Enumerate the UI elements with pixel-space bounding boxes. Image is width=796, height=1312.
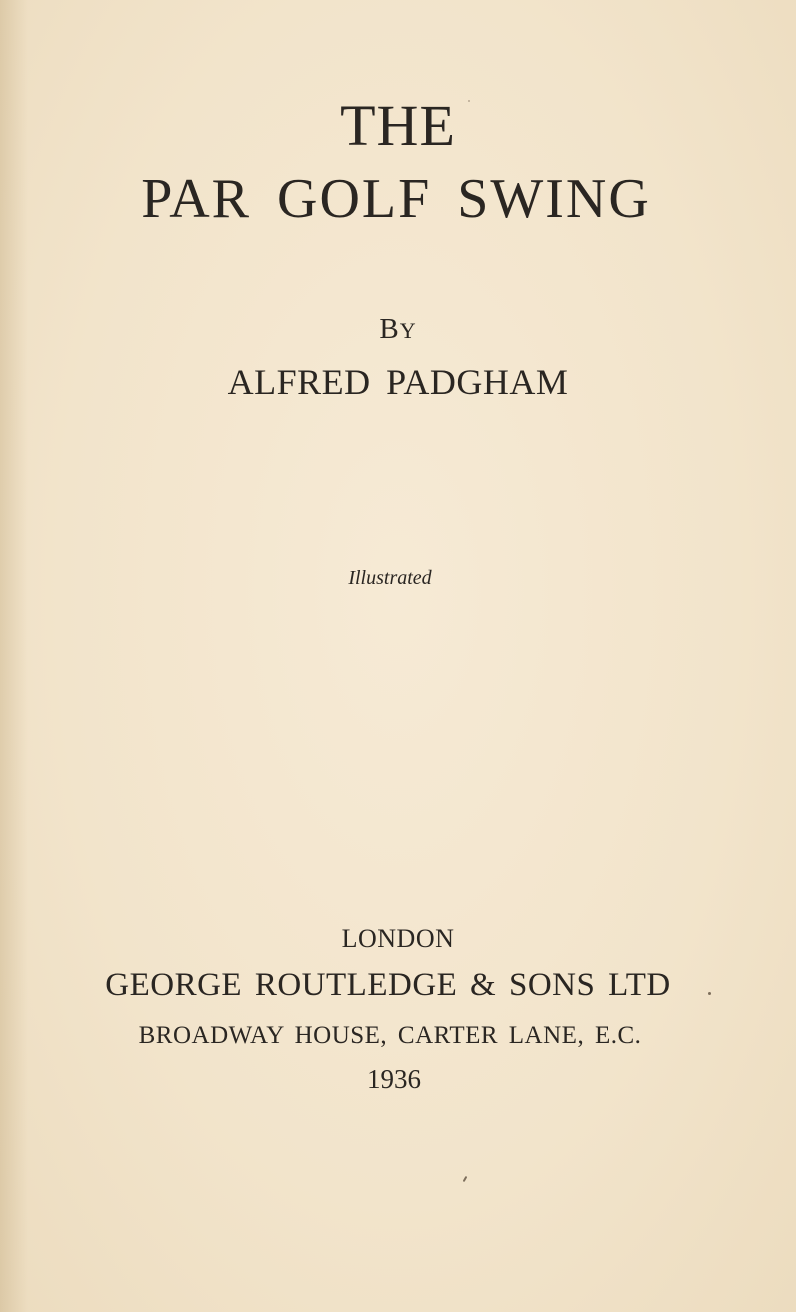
publisher-address: BROADWAY HOUSE, CARTER LANE, E.C. xyxy=(138,1022,642,1049)
paper-speck xyxy=(468,100,470,102)
publisher-name: GEORGE ROUTLEDGE & SONS LTD xyxy=(105,967,671,1003)
illustrated-note: Illustrated xyxy=(348,567,432,589)
paper-speck xyxy=(463,1176,468,1182)
by-initial: B xyxy=(379,313,400,345)
by-rest: Y xyxy=(399,318,417,343)
publisher-city: LONDON xyxy=(341,924,455,953)
paper-speck xyxy=(708,992,711,995)
title-line-1: THE xyxy=(340,93,456,158)
publication-year: 1936 xyxy=(367,1064,421,1094)
by-line xyxy=(0,313,796,346)
title-line-2: PAR GOLF SWING xyxy=(141,168,651,230)
author-name: ALFRED PADGHAM xyxy=(227,362,569,402)
